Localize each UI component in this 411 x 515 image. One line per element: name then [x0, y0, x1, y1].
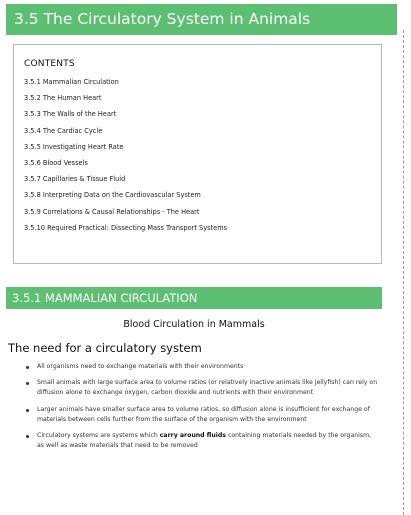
subsection-heading: The need for a circulatory system: [8, 341, 202, 355]
bullet-text: Circulatory systems are systems which: [37, 432, 160, 440]
contents-link-3-5-2[interactable]: 3.5.2 The Human Heart: [24, 94, 102, 103]
page-margin-rule: [403, 30, 404, 515]
contents-link-3-5-8[interactable]: 3.5.8 Interpreting Data on the Cardiovascular System: [24, 191, 201, 200]
contents-link-3-5-3[interactable]: 3.5.3 The Walls of the Heart: [24, 110, 117, 119]
contents-link-3-5-7[interactable]: 3.5.7 Capillaries & Tissue Fluid: [24, 175, 126, 184]
contents-link-3-5-1[interactable]: 3.5.1 Mammalian Circulation: [24, 78, 119, 86]
contents-link-3-5-6[interactable]: 3.5.6 Blood Vessels: [24, 158, 88, 167]
bullet-item: [22, 405, 378, 425]
bullet-text: containing materials needed by the organism, as well as waste materials that need to be removed: [37, 432, 372, 450]
bullet-list: [22, 362, 378, 457]
page-title: 3.5 The Circulatory System in Animals: [6, 4, 397, 35]
bullet-item: [22, 362, 378, 372]
contents-box: [13, 44, 382, 264]
bullet-item: [22, 378, 378, 398]
contents-link-3-5-10[interactable]: 3.5.10 Required Practical: Dissecting Mass Transport Systems: [24, 223, 228, 232]
bullet-text: Small animals with large surface area to volume ratios (or relatively inactive animals like jellyfish) can rely on diffusion alone to exchange oxygen, carbon dioxide and nutrients with their environment: [37, 379, 378, 397]
section-title: 3.5.1 MAMMALIAN CIRCULATION: [6, 287, 382, 309]
contents-link-3-5-9[interactable]: 3.5.9 Correlations & Causal Relationships - The Heart: [24, 207, 200, 216]
contents-link-3-5-5[interactable]: 3.5.5 Investigating Heart Rate: [24, 142, 124, 151]
contents-link-3-5-4[interactable]: 3.5.4 The Cardiac Cycle: [24, 126, 103, 135]
bullet-bold-text: carry around fluids: [159, 432, 226, 440]
contents-heading: CONTENTS: [24, 59, 75, 69]
bullet-item: [22, 431, 378, 451]
bullet-text: All organisms need to exchange materials with their environments: [37, 363, 244, 370]
section-subtitle: Blood Circulation in Mammals: [123, 319, 265, 330]
bullet-text: Larger animals have smaller surface area to volume ratios, so diffusion alone is insufficient for exchange of materials between cells further from the surface of the organism with the environment: [37, 405, 370, 423]
contents-list: [24, 77, 381, 239]
